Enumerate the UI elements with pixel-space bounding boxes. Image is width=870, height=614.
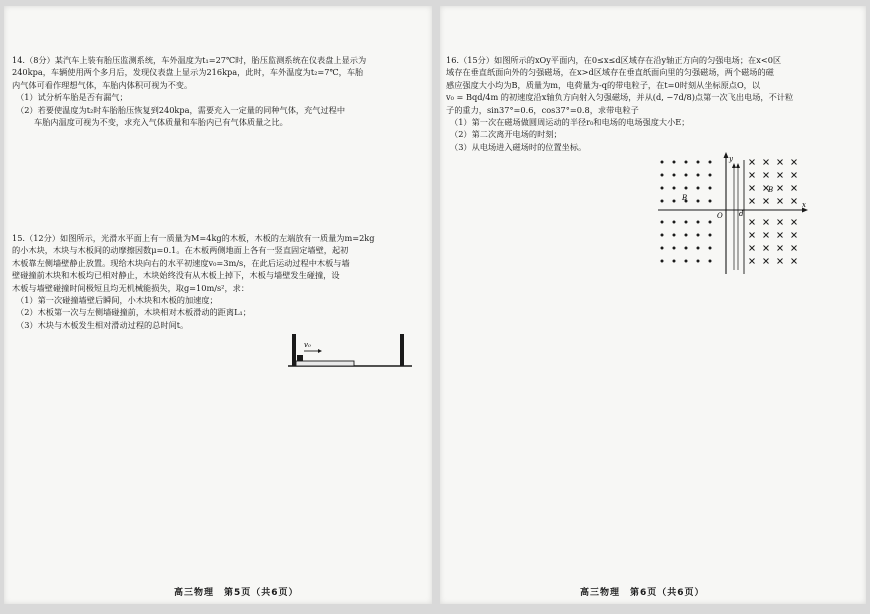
field-in-cross xyxy=(750,233,755,238)
problem-16-question-1: （1）第一次在磁场做圆周运动的半径r₀和电场的电场强度大小E； xyxy=(450,117,690,128)
field-out-dot xyxy=(697,247,700,250)
field-in-cross xyxy=(792,233,797,238)
b-label-right: B xyxy=(768,186,774,194)
x-axis-label: x xyxy=(802,201,806,209)
field-out-dot xyxy=(685,234,688,237)
field-out-dot xyxy=(685,221,688,224)
field-in-cross xyxy=(750,160,755,165)
field-out-dot xyxy=(709,174,712,177)
field-out-dot xyxy=(661,174,664,177)
field-out-dot xyxy=(697,187,700,190)
field-in-cross xyxy=(792,259,797,264)
field-out-dot xyxy=(673,187,676,190)
field-in-cross xyxy=(764,160,769,165)
field-out-dot xyxy=(709,200,712,203)
field-out-dot xyxy=(709,221,712,224)
problem-15-question-3: （3）木块与木板发生相对滑动过程的总时间t。 xyxy=(16,319,189,330)
problem-16-question-2: （2）第二次离开电场的时刻； xyxy=(450,129,562,140)
exam-page-5 xyxy=(4,6,432,604)
problem-16-question-3: （3）从电场进入磁场时的位置坐标。 xyxy=(450,141,587,152)
field-out-dot xyxy=(685,247,688,250)
field-out-dot xyxy=(661,200,664,203)
field-out-dot xyxy=(709,187,712,190)
field-in-cross xyxy=(764,220,769,225)
board xyxy=(296,361,354,366)
problem-15-line: 木板靠左侧墙壁静止放置。现给木块向右的水平初速度v₀=3m/s，在此后运动过程中木板与墙 xyxy=(12,257,350,268)
field-in-cross xyxy=(764,233,769,238)
field-out-dot xyxy=(709,234,712,237)
problem-16-line: 域存在垂直纸面向外的匀强磁场，在x>d区域存在垂直纸面向里的匀强磁场，两个磁场的磁 xyxy=(446,67,774,78)
field-out-dot xyxy=(697,174,700,177)
problem-16-line: 16.（15分）如图所示的xOy平面内，在0≤x≤d区域存在沿y轴正方向的匀强电场；在x<0区 xyxy=(446,55,782,65)
problem-15-line: 木板与墙壁碰撞时间极短且均无机械能损失，取g=10m/s²，求： xyxy=(12,282,250,293)
field-out-dot xyxy=(685,260,688,263)
field-out-dot xyxy=(673,247,676,250)
field-in-cross xyxy=(792,173,797,178)
field-in-cross xyxy=(778,259,783,264)
field-out-dot xyxy=(661,221,664,224)
field-in-cross xyxy=(778,186,783,191)
velocity-arrowhead xyxy=(318,349,322,353)
problem-14-question-2-cont: 车胎内温度可视为不变，求充入气体质量和车胎内已有气体质量之比。 xyxy=(34,117,288,128)
problem-16 xyxy=(446,54,858,153)
field-in-cross xyxy=(778,233,783,238)
field-in-cross xyxy=(750,186,755,191)
problem-14-question-1: （1）试分析车胎是否有漏气； xyxy=(16,92,128,103)
field-in-cross xyxy=(764,259,769,264)
origin-label: O xyxy=(717,212,723,220)
problem-15-question-1: （1）第一次碰撞墙壁后瞬间，小木块和木板的加速度； xyxy=(16,295,218,306)
field-in-cross xyxy=(778,246,783,251)
problem-15 xyxy=(12,232,422,331)
field-out-dot xyxy=(673,174,676,177)
y-axis-arrow xyxy=(724,152,729,158)
field-out-dot xyxy=(661,161,664,164)
problem-16-line: 子的重力，sin37°=0.6，cos37°=0.8，求带电粒子 xyxy=(446,104,639,115)
field-in-cross xyxy=(750,220,755,225)
page-footer: 高三物理 第5页（共6页） xyxy=(174,588,299,598)
problem-16-figure xyxy=(654,152,810,276)
exam-page-6 xyxy=(440,6,866,604)
field-in-cross xyxy=(778,199,783,204)
field-out-dot xyxy=(709,161,712,164)
field-out-dot xyxy=(661,234,664,237)
field-in-cross xyxy=(750,199,755,204)
field-in-cross xyxy=(764,173,769,178)
field-out-dot xyxy=(697,161,700,164)
problem-15-figure xyxy=(288,332,412,372)
field-out-dot xyxy=(685,161,688,164)
field-out-dot xyxy=(697,200,700,203)
electric-field-arrow xyxy=(732,163,736,168)
field-out-dot xyxy=(697,260,700,263)
problem-15-question-2: （2）木板第一次与左侧墙碰撞前，木块相对木板滑动的距离L₁； xyxy=(16,307,251,318)
electric-field-arrow xyxy=(736,163,740,168)
problem-14-line: 14.（8分）某汽车上装有胎压监测系统，车外温度为t₁=27℃时，胎压监测系统在仪表盘上显示为 xyxy=(12,55,367,65)
field-in-cross xyxy=(792,186,797,191)
field-in-cross xyxy=(792,246,797,251)
field-out-dot xyxy=(661,260,664,263)
magnetic-field-out-dots xyxy=(661,161,712,263)
small-block xyxy=(297,355,303,361)
problem-14-line: 内气体可看作理想气体，车胎内体积可视为不变。 xyxy=(12,79,193,90)
left-wall xyxy=(292,334,296,366)
field-in-cross xyxy=(778,160,783,165)
problem-15-line: 壁碰撞前木块和木板均已相对静止，木块始终没有从木板上掉下，木板与墙壁发生碰撞，设 xyxy=(12,270,340,281)
field-in-cross xyxy=(750,259,755,264)
field-out-dot xyxy=(673,161,676,164)
field-in-cross xyxy=(792,160,797,165)
b-label-left: B xyxy=(682,194,688,202)
problem-16-line: 感应强度大小均为B，质量为m，电荷量为-q的带电粒子，在t=0时刻从坐标原点O，以 xyxy=(446,79,761,90)
field-in-cross xyxy=(764,199,769,204)
d-label: d xyxy=(739,210,744,218)
field-out-dot xyxy=(709,260,712,263)
field-in-cross xyxy=(792,220,797,225)
velocity-label: v₀ xyxy=(304,341,311,349)
magnetic-field-in-crosses xyxy=(750,160,797,264)
field-in-cross xyxy=(750,246,755,251)
problem-14 xyxy=(12,54,422,128)
field-in-cross xyxy=(792,199,797,204)
problem-14-line: 240kpa，车辆使用两个多月后，发现仪表盘上显示为216kpa，此时，车外温度为t₂=7℃，车胎 xyxy=(12,67,364,78)
field-out-dot xyxy=(709,247,712,250)
field-in-cross xyxy=(778,220,783,225)
problem-15-line: 15.（12分）如图所示，光滑水平面上有一质量为M=4kg的木板，木板的左端放有一质量为m=2kg xyxy=(12,233,375,243)
field-out-dot xyxy=(673,200,676,203)
y-axis-label: y xyxy=(729,155,733,163)
field-out-dot xyxy=(697,234,700,237)
field-out-dot xyxy=(673,260,676,263)
field-in-cross xyxy=(750,173,755,178)
field-out-dot xyxy=(673,234,676,237)
field-out-dot xyxy=(685,174,688,177)
field-out-dot xyxy=(661,247,664,250)
field-out-dot xyxy=(661,187,664,190)
field-out-dot xyxy=(673,221,676,224)
problem-15-line: 的小木块，木块与木板间的动摩擦因数μ=0.1。在木板两侧地面上各有一竖直固定墙壁，起初 xyxy=(12,245,349,256)
field-out-dot xyxy=(685,187,688,190)
problem-16-line: v₀ = Bqd/4m 的初速度沿x轴负方向射入匀强磁场，并从(d, −7d/8)点第一次飞出电场，不计粒 xyxy=(446,92,794,103)
problem-14-question-2: （2）若要使温度为t₂时车胎胎压恢复到240kpa，需要充入一定量的同种气体，充气过程中 xyxy=(16,104,346,115)
field-out-dot xyxy=(697,221,700,224)
field-in-cross xyxy=(764,246,769,251)
right-wall xyxy=(400,334,404,366)
page-footer: 高三物理 第6页（共6页） xyxy=(580,588,705,598)
field-in-cross xyxy=(778,173,783,178)
